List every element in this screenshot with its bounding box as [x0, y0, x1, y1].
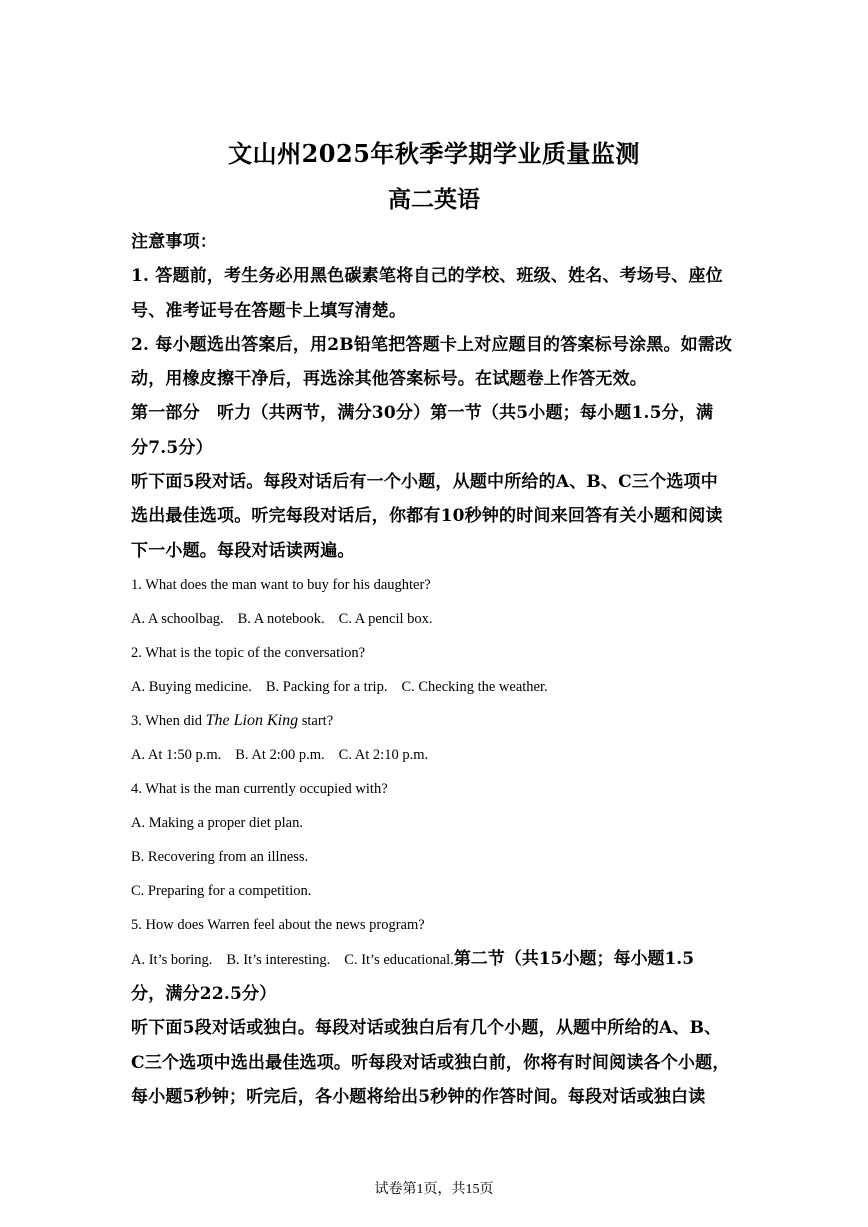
question-3: [131, 704, 741, 738]
question-5: 5. How does Warren feel about the news program?: [131, 916, 425, 933]
page-footer: 试卷第1页，共15页: [374, 1182, 494, 1197]
notice-2-line-2: 动，用橡皮擦干净后，再选涂其他答案标号。在试题卷上作答无效。: [131, 369, 647, 390]
section2-instruction-line-1: 听下面5段对话或独白。每段对话或独白后有几个小题，从题中所给的A、B、: [131, 1018, 722, 1039]
question-2: 2. What is the topic of the conversation?: [131, 644, 366, 661]
section1-instruction-line-1: 听下面5段对话。每段对话后有一个小题，从题中所给的A、B、C三个选项中: [131, 472, 718, 493]
question-3-prefix: 3. When did: [131, 712, 206, 729]
notice-heading: 注意事项：: [131, 232, 217, 252]
question-1: 1. What does the man want to buy for his daughter?: [131, 576, 431, 593]
question-1-options: [131, 602, 741, 636]
notice-1-line-1: 1. 答题前，考生务必用黑色碳素笔将自己的学校、班级、姓名、考场号、座位: [131, 266, 723, 287]
section2-instruction-line-2: C三个选项中选出最佳选项。听每段对话或独白前，你将有时间阅读各个小题，: [131, 1052, 730, 1073]
question-3-suffix: start?: [298, 712, 334, 729]
section2-heading-line-2: 分，满分22.5分）: [131, 983, 277, 1004]
option-b: B. It’s interesting.: [226, 951, 331, 968]
question-4-option-b: B. Recovering from an illness.: [131, 848, 309, 865]
option-c: C. It’s educational.: [344, 951, 454, 968]
question-4-option-c: C. Preparing for a competition.: [131, 882, 312, 899]
part1-heading-line-2: 分7.5分）: [131, 437, 213, 458]
notice-1-line-2: 号、准考证号在答题卡上填写清楚。: [131, 300, 407, 321]
section2-instruction-line-3: 每小题5秒钟；听完后，各小题将给出5秒钟的作答时间。每段对话或独白读: [131, 1086, 706, 1107]
option-b: B. Packing for a trip.: [265, 678, 388, 695]
exam-body: [131, 225, 741, 1114]
section1-instruction-line-3: 下一小题。每段对话读两遍。: [131, 540, 355, 561]
question-3-options: [131, 738, 741, 772]
page-subtitle: 高二英语: [388, 186, 480, 213]
option-a: A. A schoolbag.: [131, 610, 224, 627]
option-c: C. A pencil box.: [338, 610, 433, 627]
question-4: 4. What is the man currently occupied with?: [131, 780, 388, 797]
question-5-options: [131, 942, 741, 977]
option-c: C. Checking the weather.: [401, 678, 548, 695]
option-a: A. At 1:50 p.m.: [131, 746, 222, 763]
section2-heading-line-1: 第二节（共15小题；每小题1.5: [453, 948, 695, 969]
question-2-options: [131, 670, 741, 704]
option-a: A. Buying medicine.: [131, 678, 252, 695]
option-a: A. It’s boring.: [131, 951, 213, 968]
notice-2-line-1: 2. 每小题选出答案后，用2B铅笔把答题卡上对应题目的答案标号涂黑。如需改: [131, 334, 733, 355]
page-title: 文山州2025年秋季学期学业质量监测: [228, 139, 640, 168]
option-c: C. At 2:10 p.m.: [338, 746, 429, 763]
part1-heading-line-1: 第一部分 听力（共两节，满分30分）第一节（共5小题；每小题1.5分，满: [131, 403, 714, 424]
option-b: B. At 2:00 p.m.: [235, 746, 325, 763]
question-3-title: The Lion King: [205, 711, 299, 729]
question-4-option-a: A. Making a proper diet plan.: [131, 814, 303, 831]
option-b: B. A notebook.: [237, 610, 325, 627]
section1-instruction-line-2: 选出最佳选项。听完每段对话后，你都有10秒钟的时间来回答有关小题和阅读: [131, 506, 723, 527]
